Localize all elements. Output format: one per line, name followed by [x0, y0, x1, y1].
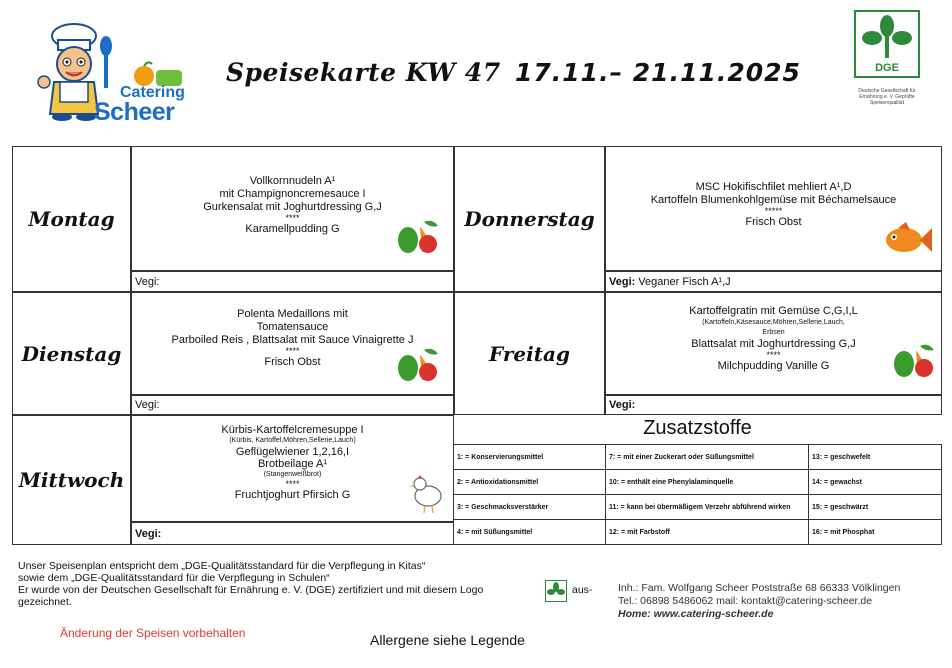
- dish-line: Kartoffelgratin mit Gemüse C,G,I,L: [689, 305, 858, 317]
- vegi-label: Vegi:: [609, 399, 636, 411]
- table-row: [454, 520, 942, 545]
- allergen-legend-note: Allergene siehe Legende: [370, 632, 525, 648]
- vegi-label: Vegi:: [135, 527, 162, 540]
- dish-line: Milchpudding Vanille G: [717, 360, 830, 372]
- dish-separator: ****: [285, 479, 300, 489]
- table-row: [454, 495, 942, 520]
- table-cell: 7: = mit einer Zuckerart oder Süßungsmittel: [606, 445, 809, 470]
- dge-label: DGE: [875, 62, 899, 74]
- vegetables-icon: [394, 346, 442, 384]
- dish-separator: *****: [764, 206, 783, 216]
- table-cell: 2: = Antioxidationsmittel: [454, 470, 606, 495]
- table-cell: 16: = mit Phosphat: [809, 520, 942, 545]
- contact-owner: Inh.: Fam. Wolfgang Scheer Poststraße 68 66333 Völklingen: [618, 582, 901, 594]
- contact-phone-mail: Tel.: 06898 5486062 mail: kontakt@catering-scheer.de: [618, 595, 873, 607]
- vegi-value: Veganer Fisch A¹,J: [638, 275, 731, 288]
- vegi-label: Vegi:: [609, 275, 636, 288]
- dish-line: Vollkornnudeln A¹: [249, 175, 336, 187]
- dge-leaves-icon: [856, 12, 918, 62]
- date-range: 17.11.– 21.11.2025: [515, 58, 801, 87]
- vegetables-icon: [394, 218, 442, 256]
- dish-mittwoch: [131, 415, 454, 522]
- dish-line: Frisch Obst: [745, 216, 802, 228]
- dish-line: MSC Hokifischfilet mehliert A¹,D: [695, 181, 852, 193]
- dish-separator: ****: [285, 213, 300, 223]
- dish-line: Tomatensauce: [256, 321, 329, 333]
- catering-scheer-logo: [28, 18, 188, 124]
- fish-icon: [882, 222, 932, 256]
- dish-line: mit Champignoncremesauce I: [219, 188, 366, 200]
- dish-note: (Kürbis, Kartoffel,Möhren,Sellerie,Lauch): [229, 437, 356, 444]
- vegi-row-montag: [131, 271, 454, 292]
- dish-note: Erbsen: [762, 329, 785, 336]
- dish-separator: ****: [766, 350, 781, 360]
- dish-line: Gurkensalat mit Joghurtdressing G,J: [203, 201, 382, 213]
- dish-line: Kürbis-Kartoffelcremesuppe I: [221, 424, 364, 436]
- table-cell: 15: = geschwärzt: [809, 495, 942, 520]
- day-label-dienstag: Dienstag: [12, 292, 131, 415]
- dish-line: Blattsalat mit Joghurtdressing G,J: [691, 338, 856, 350]
- dish-line: Fruchtjoghurt Pfirsich G: [234, 489, 351, 501]
- vegi-label: Vegi:: [135, 399, 160, 411]
- table-cell: 1: = Konservierungsmittel: [454, 445, 606, 470]
- table-cell: 11: = kann bei übermäßigem Verzehr abführend wirken: [606, 495, 809, 520]
- table-cell: 10: = enthält eine Phenylalaminquelle: [606, 470, 809, 495]
- footer-line-end: aus-: [572, 584, 593, 596]
- table-cell: 12: = mit Farbstoff: [606, 520, 809, 545]
- brand-line1: Catering: [120, 84, 185, 101]
- footer-line: sowie dem „DGE-Qualitätsstandard für die Verpflegung in Schulen“: [18, 572, 330, 584]
- table-row: [454, 470, 942, 495]
- table-cell: 3: = Geschmacksverstärker: [454, 495, 606, 520]
- vegi-label: Vegi:: [135, 275, 160, 288]
- dish-note: (Kartoffeln,Käsesauce,Möhren,Sellerie,Lauch,: [702, 319, 845, 326]
- vegi-row-donnerstag: [605, 271, 942, 292]
- zusatzstoffe-title: Zusatzstoffe: [643, 417, 752, 439]
- change-notice: Änderung der Speisen vorbehalten: [60, 626, 246, 640]
- table-row: [454, 445, 942, 470]
- dish-line: Parboiled Reis , Blattsalat mit Sauce Vinaigrette J: [171, 334, 414, 346]
- contact-info: [618, 582, 900, 621]
- dish-line: Geflügelwiener 1,2,16,I: [235, 446, 350, 458]
- footer-line: Unser Speisenplan entspricht dem „DGE-Qualitätsstandard für die Verpflegung in Kitas“: [18, 560, 426, 572]
- table-cell: 13: = geschwefelt: [809, 445, 942, 470]
- dge-subtext: Deutsche Gesellschaft für Ernährung e. V. Geprüfte Speisenqualität: [858, 88, 916, 106]
- day-label-freitag: Freitag: [454, 292, 605, 415]
- dge-certificate: [852, 10, 922, 118]
- day-label-donnerstag: Donnerstag: [454, 146, 605, 292]
- chicken-icon: [410, 474, 446, 514]
- dish-line: Brotbeilage A¹: [257, 458, 328, 470]
- page-title: Speisekarte KW 47: [226, 58, 501, 87]
- brand-line2: Scheer: [94, 98, 175, 126]
- day-label-montag: Montag: [12, 146, 131, 292]
- dish-note: (Stangenweißbrot): [263, 471, 322, 478]
- vegi-row-mittwoch: [131, 522, 454, 545]
- dish-line: Polenta Medaillons mit: [237, 308, 348, 320]
- table-cell: 4: = mit Süßungsmittel: [454, 520, 606, 545]
- day-label-mittwoch: Mittwoch: [12, 415, 131, 545]
- footer-line: Er wurde von der Deutschen Gesellschaft für Ernährung e. V. (DGE) zertifiziert und mit diesem Logo: [18, 584, 484, 596]
- dish-separator: ****: [285, 346, 300, 356]
- vegi-row-dienstag: [131, 395, 454, 415]
- dish-line: Kartoffeln Blumenkohlgemüse mit Béchamelsauce: [650, 194, 897, 206]
- vegi-row-freitag: [605, 395, 942, 415]
- footer-line: gezeichnet.: [18, 596, 72, 608]
- table-cell: 14: = gewachst: [809, 470, 942, 495]
- zusatzstoffe-table: [453, 444, 942, 545]
- dish-line: Frisch Obst: [264, 356, 321, 368]
- footer-statement: [18, 560, 483, 608]
- contact-website: Home: www.catering-scheer.de: [618, 608, 774, 620]
- dish-line: Karamellpudding G: [245, 223, 340, 235]
- dge-mini-logo-icon: [545, 580, 567, 602]
- vegetables-icon: [890, 342, 938, 380]
